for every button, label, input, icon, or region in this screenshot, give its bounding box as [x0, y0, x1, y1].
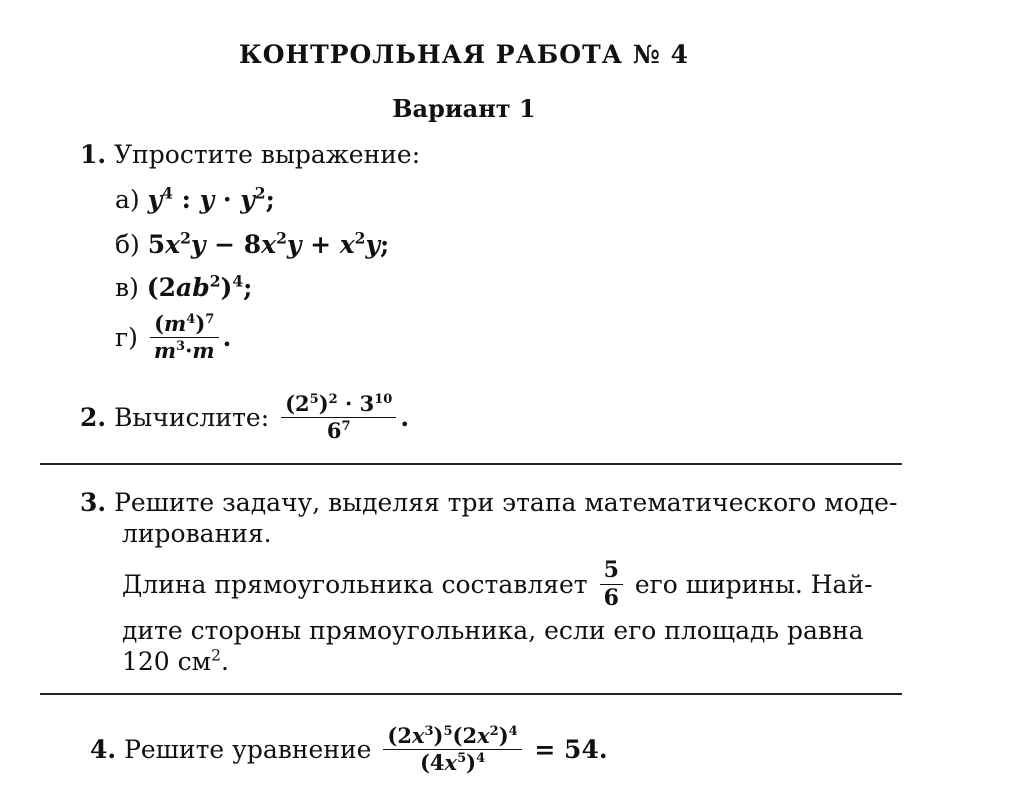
punct: ; — [380, 230, 390, 259]
paren: (2 — [387, 723, 412, 748]
exponent: 2 — [254, 183, 266, 203]
exponent: 5 — [457, 751, 467, 767]
denominator: 6 — [603, 584, 619, 611]
task-2-number: 2. — [80, 403, 107, 433]
punct: . — [222, 323, 232, 353]
fraction — [150, 312, 219, 363]
var: m — [164, 311, 187, 336]
var: x — [444, 750, 458, 776]
exponent: 7 — [205, 312, 215, 328]
denominator — [383, 750, 521, 775]
exponent: 2 — [489, 724, 499, 740]
numerator — [281, 392, 396, 418]
paren: ) — [466, 750, 477, 776]
task-1-prompt: Упростите выражение: — [114, 140, 421, 169]
operator: + — [301, 230, 340, 259]
task-4-prompt: Решите уравнение — [124, 735, 372, 765]
text: Решите задачу, выделяя три этапа математического моде- — [114, 488, 898, 517]
denominator — [281, 418, 396, 443]
fraction — [383, 724, 521, 775]
exponent: 3 — [176, 339, 186, 355]
exponent: 5 — [309, 392, 319, 408]
task-1-number: 1. — [80, 140, 107, 169]
exponent: 5 — [443, 724, 453, 740]
task-2 — [80, 392, 409, 443]
exponent: 2 — [209, 271, 221, 291]
var: x — [339, 230, 355, 259]
var: x — [261, 230, 277, 259]
task-4 — [90, 724, 608, 775]
page-title: КОНТРОЛЬНАЯ РАБОТА № 4 — [238, 40, 690, 69]
task-3-line-3 — [80, 558, 897, 612]
paren: ) — [433, 723, 444, 748]
task-1d-label: г) — [115, 323, 138, 353]
exponent: 4 — [476, 751, 486, 767]
task-1c — [115, 273, 252, 302]
paren: (4 — [419, 750, 445, 776]
exponent: 4 — [186, 312, 196, 328]
var: x — [477, 723, 490, 748]
task-1c-label: в) — [115, 273, 139, 302]
var: y — [190, 230, 206, 259]
task-1b-label: б) — [115, 230, 140, 259]
var: x — [165, 230, 181, 259]
var: y — [240, 185, 255, 214]
text: 120 см — [122, 647, 212, 677]
task-1b — [115, 230, 389, 259]
task-3-line-5 — [80, 646, 897, 677]
equation-rhs: = 54. — [525, 735, 608, 765]
task-2-prompt: Вычислите: — [114, 403, 270, 433]
exponent: 2 — [328, 392, 338, 408]
numerator — [150, 312, 219, 338]
task-1a-label: а) — [115, 185, 140, 214]
punct: . — [400, 403, 410, 433]
var: ab — [176, 273, 210, 302]
fraction — [281, 392, 396, 443]
paren: ) — [220, 273, 233, 302]
exponent: 2 — [211, 647, 221, 666]
paren: ) — [318, 391, 329, 416]
variant-label: Вариант 1 — [392, 94, 536, 123]
operator: · 3 — [337, 391, 375, 416]
paren: (2 — [285, 391, 310, 416]
task-3 — [80, 487, 897, 678]
var: y — [286, 230, 302, 259]
denominator — [150, 338, 219, 363]
task-1a — [115, 185, 275, 214]
var: y — [147, 185, 163, 214]
text: Длина прямоугольника составляет — [122, 569, 588, 599]
operator: − — [205, 230, 244, 259]
task-1d — [115, 312, 231, 363]
exponent: 3 — [424, 724, 434, 740]
paren: ( — [154, 311, 165, 336]
punct: ; — [243, 273, 253, 302]
task-1-heading — [80, 140, 420, 169]
task-3-number: 3. — [80, 488, 107, 517]
base: 6 — [326, 418, 342, 444]
numerator — [383, 724, 521, 750]
coef: 8 — [243, 230, 262, 259]
exponent: 4 — [162, 183, 173, 203]
divider — [40, 463, 902, 465]
exponent: 7 — [341, 419, 351, 435]
var: m — [153, 338, 177, 364]
paren: (2 — [452, 723, 478, 748]
var: x — [411, 723, 425, 748]
task-3-line-4: дите стороны прямоугольника, если его площадь равна — [122, 616, 864, 646]
punct: . — [221, 647, 229, 677]
fraction — [600, 558, 623, 612]
paren: ) — [498, 723, 509, 748]
text: его ширины. Най- — [634, 569, 873, 599]
paren: (2 — [146, 273, 177, 302]
coef: 5 — [147, 230, 166, 259]
divider — [40, 693, 902, 695]
var: m — [192, 338, 215, 364]
exponent: 2 — [276, 228, 287, 248]
operator: · — [214, 185, 241, 214]
exponent: 4 — [232, 271, 244, 291]
task-3-line-1 — [80, 487, 897, 518]
numerator: 5 — [600, 558, 623, 585]
punct: ; — [265, 185, 275, 214]
operator: · — [185, 338, 193, 364]
exponent: 10 — [374, 392, 393, 408]
operator: : — [172, 185, 200, 214]
task-3-line-2: лирования. — [122, 519, 272, 549]
exponent: 2 — [354, 228, 366, 248]
task-4-number: 4. — [90, 735, 117, 765]
exponent: 4 — [508, 724, 518, 740]
exponent: 2 — [180, 228, 191, 248]
var: y — [365, 230, 380, 259]
var: y — [199, 185, 215, 214]
paren: ) — [195, 311, 206, 336]
